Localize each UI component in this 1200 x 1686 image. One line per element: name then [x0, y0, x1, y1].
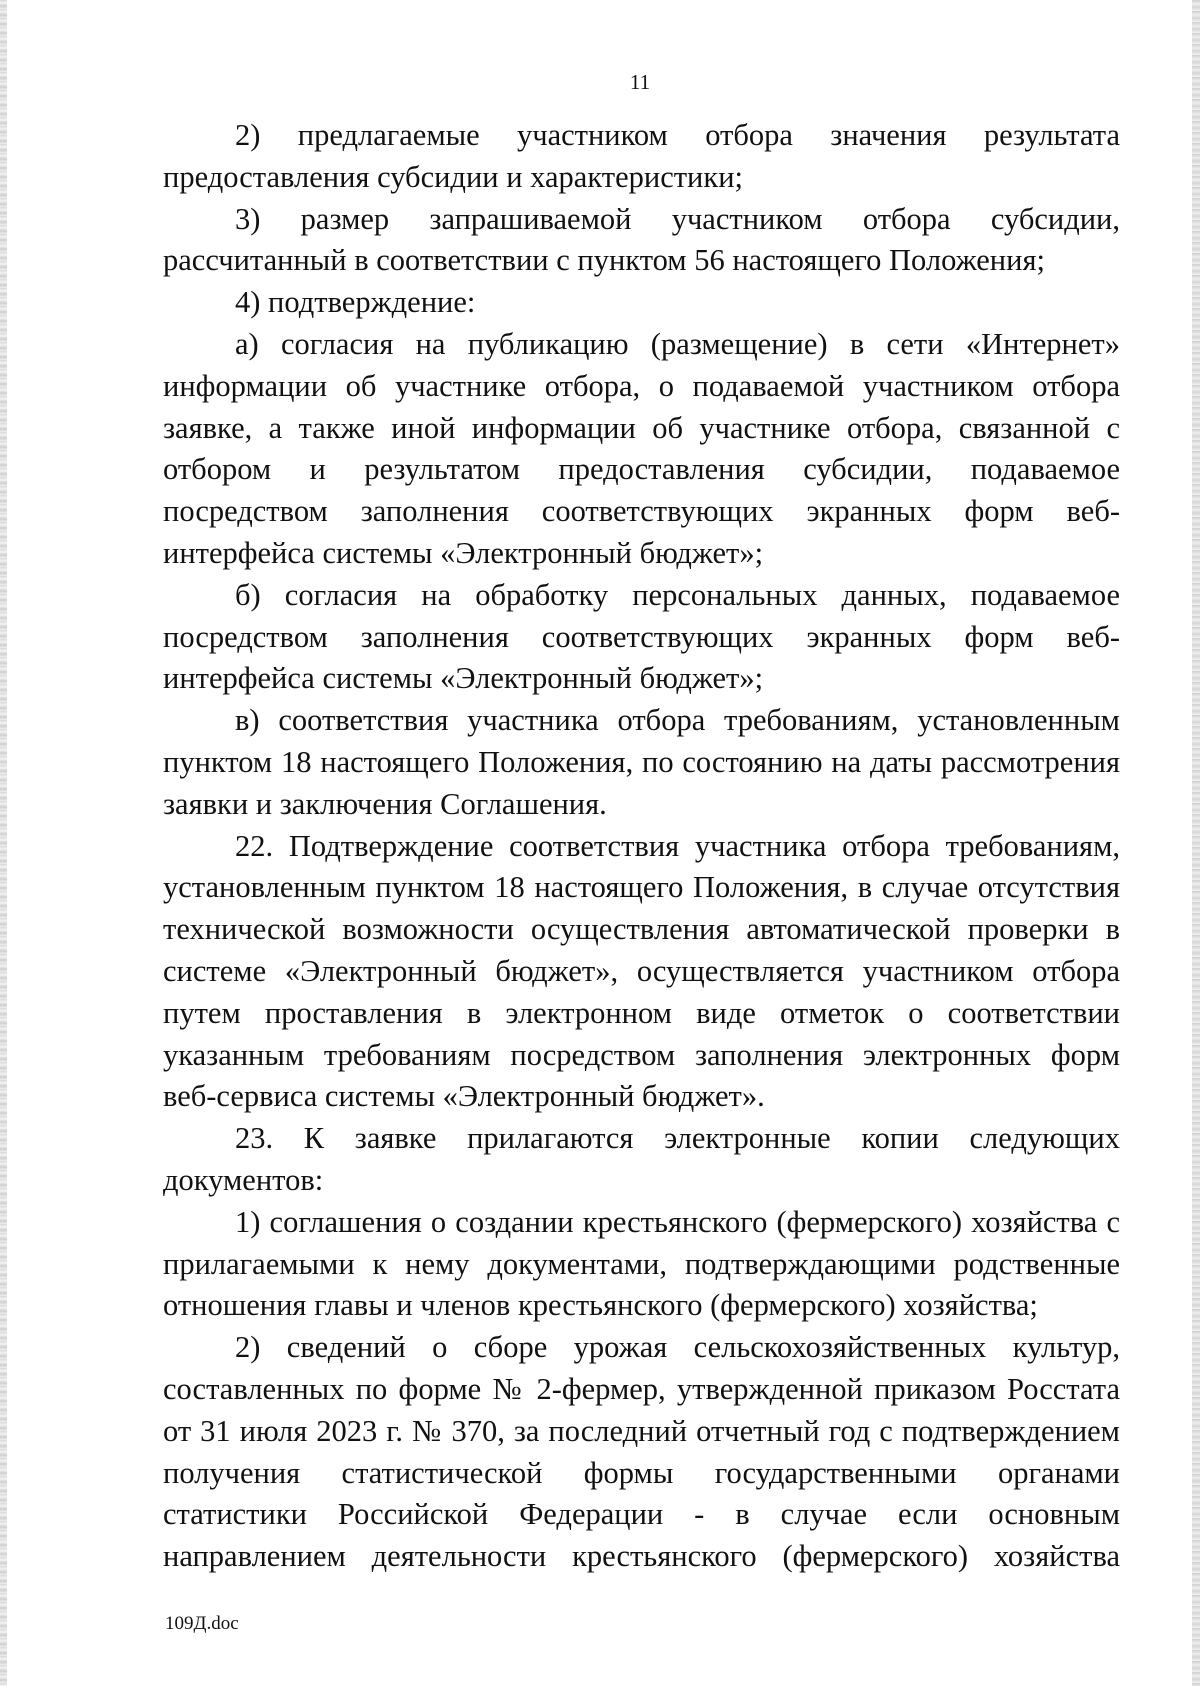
paragraph-item-3: 3) размер запрашиваемой участником отбора субсидии, рассчитанный в соответствии с пунктом 56 настоящего Положения;	[163, 201, 1120, 278]
paragraph-attachment-1: 1) соглашения о создании крестьянского (фермерского) хозяйства с прилагаемыми к нему документами, подтверждающими родственные отношения главы и членов крестьянского (фермерского) хозяйства;	[163, 1204, 1120, 1323]
footer-filename: 109Д.doc	[165, 1613, 239, 1634]
paragraph-clause-22: 22. Подтверждение соответствия участника отбора требованиям, установленным пунктом 18 настоящего Положения, в случае отсутствия технической возможности осуществления автоматической проверки в системе «Электронный бюджет», осуществляется участником отбора путем проставления в электронном виде отметок о соответствии указанным требованиям посредством заполнения электронных форм веб-сервиса системы «Электронный бюджет».	[163, 828, 1120, 1114]
scan-edge-right	[1192, 0, 1200, 1686]
document-body	[163, 115, 1120, 1578]
paragraph-clause-23: 23. К заявке прилагаются электронные копии следующих документов:	[163, 1121, 1120, 1197]
paragraph-item-2: 2) предлагаемые участником отбора значения результата предоставления субсидии и характеристики;	[163, 118, 1120, 194]
paragraph-subitem-b: б) согласия на обработку персональных данных, подаваемое посредством заполнения соответствующих экранных форм веб-интерфейса системы «Электронный бюджет»;	[163, 577, 1120, 696]
paragraph-subitem-a: а) согласия на публикацию (размещение) в сети «Интернет» информации об участнике отбора, о подаваемой участником отбора заявке, а также иной информации об участнике отбора, связанной с отбором и результатом предоставления субсидии, подаваемое посредством заполнения соответствующих экранных форм веб-интерфейса системы «Электронный бюджет»;	[163, 326, 1120, 570]
scan-edge-left	[0, 0, 7, 1686]
paragraph-subitem-v: в) соответствия участника отбора требованиям, установленным пунктом 18 настоящего Положения, по состоянию на даты рассмотрения заявки и заключения Соглашения.	[163, 703, 1120, 821]
page-number: 11	[629, 70, 651, 94]
paragraph-item-4: 4) подтверждение:	[235, 285, 476, 320]
paragraph-attachment-2: 2) сведений о сборе урожая сельскохозяйственных культур, составленных по форме № 2-фермер, утвержденной приказом Росстата от 31 июля 2023 г. № 370, за последний отчетный год с подтверждением получения статистической формы государственными органами статистики Российской Федерации - в случае если основным направлением деятельности крестьянского (фермерского) хозяйства	[163, 1330, 1120, 1574]
